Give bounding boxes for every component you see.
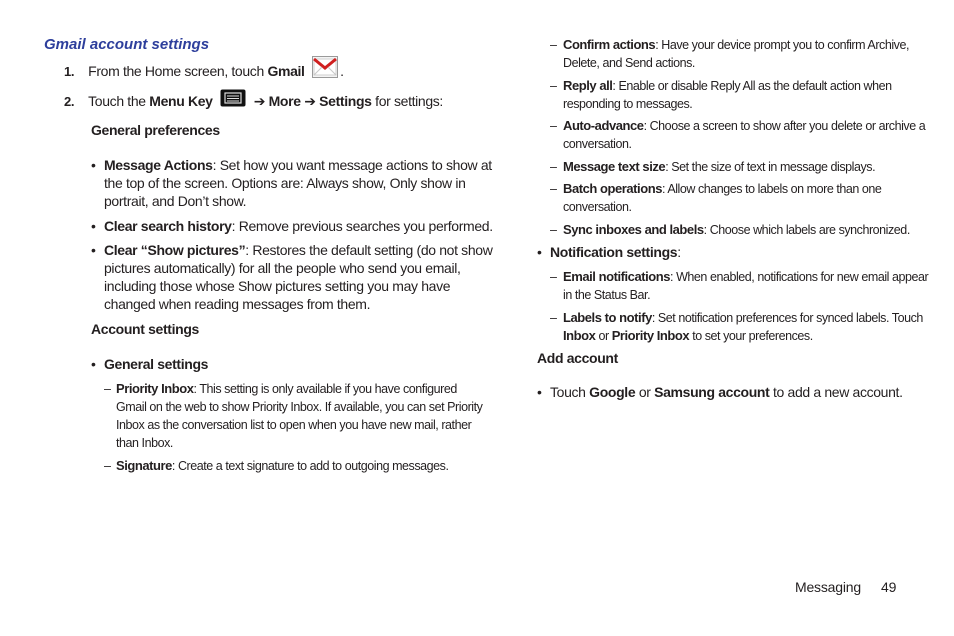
list-item-message-actions: • Message Actions: Set how you want message actions to show at the top of the screen. Options are: Always show, Only show in portrait, and Don’t show.: [91, 157, 492, 209]
gmail-icon: [312, 56, 338, 82]
add-account-heading: Add account: [537, 350, 618, 366]
footer-section-name: Messaging: [795, 579, 861, 595]
step-1: 1. From the Home screen, touch Gmail .: [64, 62, 344, 82]
footer-page-number: 49: [881, 579, 897, 595]
sub-item-sync-inboxes: – Sync inboxes and labels: Choose which labels are synchronized.: [550, 222, 910, 237]
sub-item-auto-advance: – Auto-advance: Choose a screen to show after you delete or archive a conversation.: [550, 118, 926, 151]
list-item-clear-pictures: • Clear “Show pictures”: Restores the default setting (do not show pictures automatically) for all the people who send you email, including those whose Show pictures setting you may have changed when reading messages from them.: [91, 242, 493, 312]
sub-item-email-notifications: – Email notifications: When enabled, notifications for new email appear in the Status Bar.: [550, 269, 929, 302]
list-item-clear-search: • Clear search history: Remove previous searches you performed.: [91, 218, 493, 234]
step-number: 1.: [64, 64, 75, 79]
general-preferences-heading: General preferences: [91, 122, 220, 138]
menu-key-icon: [220, 89, 246, 111]
account-settings-heading: Account settings: [91, 321, 199, 337]
sub-item-signature: – Signature: Create a text signature to add to outgoing messages.: [104, 458, 449, 473]
sub-item-labels-to-notify: – Labels to notify: Set notification preferences for synced labels. Touch Inbox or Priority Inbox to set your preferences.: [550, 310, 923, 343]
sub-item-message-text-size: – Message text size: Set the size of text in message displays.: [550, 159, 876, 174]
step-number: 2.: [64, 94, 75, 109]
sub-item-priority-inbox: – Priority Inbox: This setting is only available if you have configured Gmail on the web to show Priority Inbox. If available, you can set Priority Inbox as the conversation list to open when you have new mail, rather than Inbox.: [104, 381, 483, 450]
list-item-touch-account: • Touch Google or Samsung account to add a new account.: [537, 384, 903, 400]
sub-item-confirm-actions: – Confirm actions: Have your device prompt you to confirm Archive, Delete, and Send actions.: [550, 37, 909, 70]
list-item-general-settings: • General settings: [91, 356, 209, 372]
list-item-notification-settings: • Notification settings:: [537, 244, 681, 260]
step-2: 2. Touch the Menu Key ➔ More ➔ Settings for settings:: [64, 92, 443, 111]
sub-item-batch-operations: – Batch operations: Allow changes to labels on more than one conversation.: [550, 181, 882, 214]
section-title: Gmail account settings: [44, 36, 210, 53]
sub-item-reply-all: – Reply all: Enable or disable Reply All as the default action when responding to messages.: [550, 78, 892, 111]
